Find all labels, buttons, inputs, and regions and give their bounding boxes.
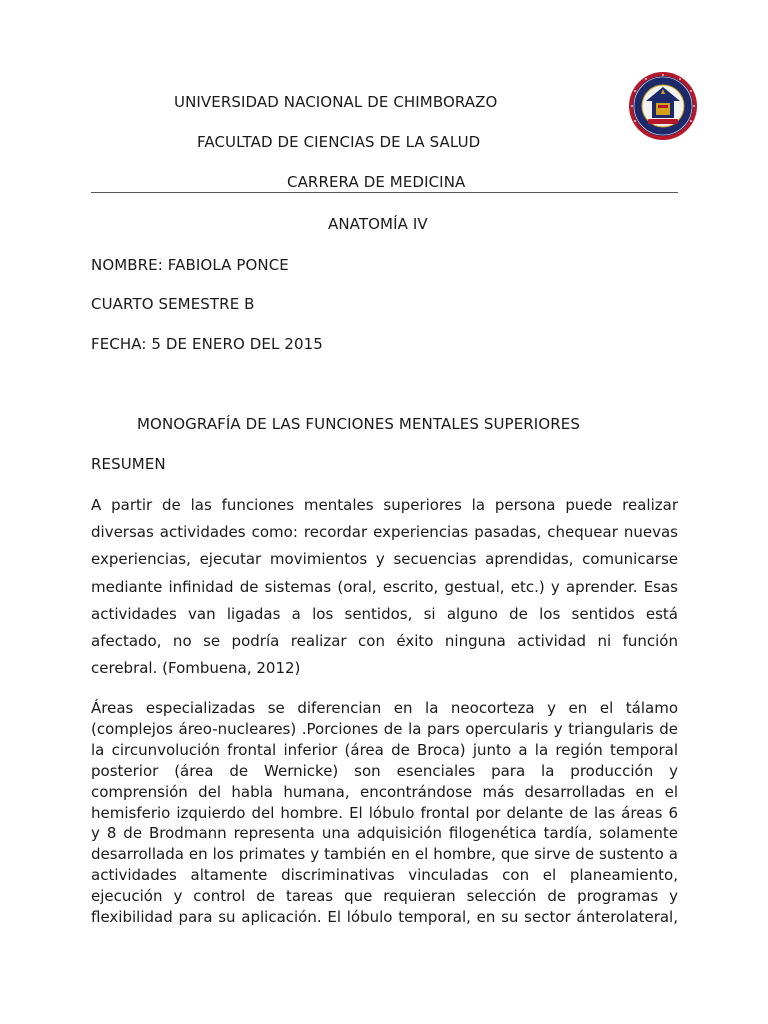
paragraph-line: hemisferio izquierdo del hombre. El lóbulo frontal por delante de las áreas 6: [91, 803, 678, 822]
summary-paragraph-2: [91, 698, 678, 928]
paragraph-line: flexibilidad para su aplicación. El lóbulo temporal, en su sector ánterolateral,: [91, 908, 678, 927]
paragraph-line: A partir de las funciones mentales superiores la persona puede realizar: [91, 496, 678, 514]
paragraph-line: (complejos áreo-nucleares) .Porciones de la pars opercularis y triangularis de: [91, 719, 678, 738]
paragraph-line: ejecución y control de tareas que requieran selección de programas y: [91, 887, 678, 906]
paragraph-line: y 8 de Brodmann representa una adquisición filogenética tardía, solamente: [91, 824, 678, 843]
date: FECHA: 5 DE ENERO DEL 2015: [91, 335, 323, 353]
university-seal-icon: [628, 71, 698, 141]
paragraph-line: afectado, no se podría realizar con éxito ninguna actividad ni función: [91, 632, 678, 651]
paragraph-line: experiencias, ejecutar movimientos y secuencias aprendidas, comunicarse: [91, 550, 678, 569]
career-name: CARRERA DE MEDICINA: [287, 173, 466, 191]
paragraph-line: comprensión del habla humana, encontrándose más desarrolladas en el: [91, 782, 678, 801]
paragraph-line: posterior (área de Wernicke) son esenciales para la producción y: [91, 761, 678, 780]
summary-paragraph-1: [91, 492, 678, 682]
paragraph-line: cerebral. (Fombuena, 2012): [91, 659, 301, 678]
header-divider: [91, 192, 678, 193]
paragraph-line: diversas actividades como: recordar experiencias pasadas, chequear nuevas: [91, 523, 678, 542]
paragraph-line: actividades van ligadas a los sentidos, si alguno de los sentidos está: [91, 604, 678, 623]
course-title: ANATOMÍA IV: [328, 215, 428, 233]
paragraph-line: la circunvolución frontal inferior (área de Broca) junto a la región temporal: [91, 740, 678, 759]
student-name: NOMBRE: FABIOLA PONCE: [91, 256, 289, 274]
university-name: UNIVERSIDAD NACIONAL DE CHIMBORAZO: [174, 93, 498, 111]
monograph-title: MONOGRAFÍA DE LAS FUNCIONES MENTALES SUPERIORES: [137, 415, 580, 433]
paragraph-line: Áreas especializadas se diferencian en la neocorteza y en el tálamo: [91, 699, 678, 717]
paragraph-line: mediante infinidad de sistemas (oral, escrito, gestual, etc.) y aprender. Esas: [91, 577, 678, 596]
paragraph-line: desarrollada en los primates y también en el hombre, que sirve de sustento a: [91, 845, 678, 864]
semester: CUARTO SEMESTRE B: [91, 295, 255, 313]
section-heading: RESUMEN: [91, 455, 166, 473]
faculty-name: FACULTAD DE CIENCIAS DE LA SALUD: [197, 133, 481, 151]
paragraph-line: actividades altamente discriminativas vinculadas con el planeamiento,: [91, 866, 678, 885]
